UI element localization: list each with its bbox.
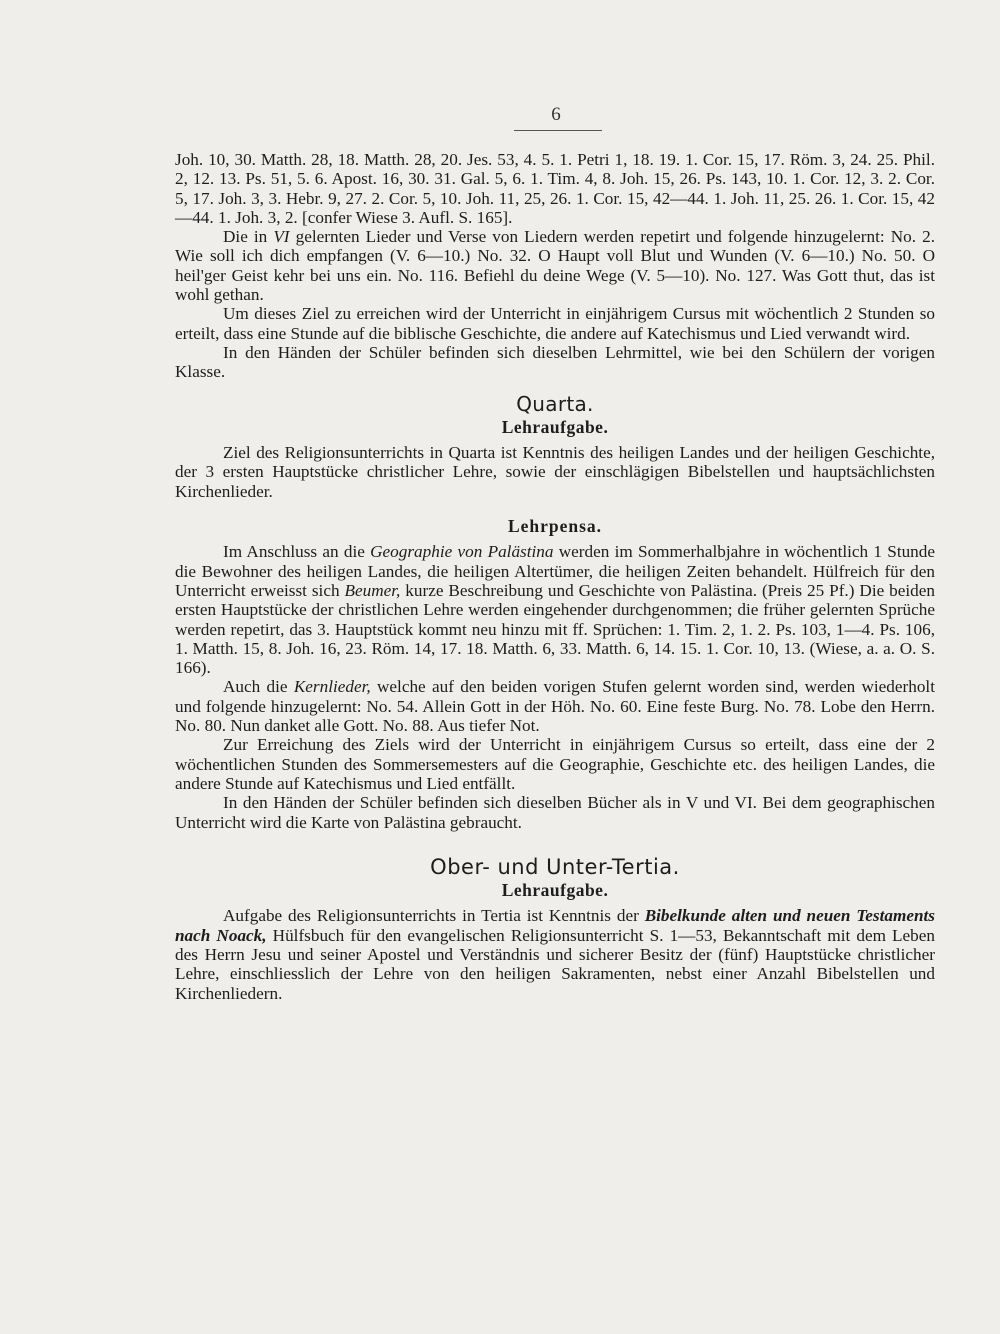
quarta-pensa-paragraph-4: In den Händen der Schüler befinden sich dieselben Bücher als in V und VI. Bei dem geographischen Unterricht wird die Karte von Palästina gebraucht. <box>175 793 935 832</box>
header-rule <box>514 130 602 131</box>
page-number: 6 <box>551 104 561 125</box>
paragraph-ziel: Um dieses Ziel zu erreichen wird der Unterricht in einjährigem Cursus mit wöchentlich 2 Stunden so erteilt, dass eine Stunde auf die biblische Geschichte, die andere auf Katechismus und Lied verwandt wird. <box>175 304 935 343</box>
quarta-pensa-paragraph-3: Zur Erreichung des Ziels wird der Unterricht in einjährigem Cursus so erteilt, dass eine der 2 wöchentlichen Stunden des Sommersemesters auf die Geographie, Geschichte etc. des heiligen Landes, die andere Stunde auf Katechismus und Lied entfällt. <box>175 735 935 793</box>
quarta-pensa-paragraph-2: Auch die Kernlieder, welche auf den beiden vorigen Stufen gelernt worden sind, werden wiederholt und folgende hinzugelernt: No. 54. Allein Gott in der Höh. No. 60. Eine feste Burg. No. 78. Lobe den Herrn. No. 80. Nun danket alle Gott. No. 88. Aus tiefer Not. <box>175 677 935 736</box>
section-title-quarta: Quarta. <box>516 391 594 416</box>
quarta-lehrpensa-heading: Lehrpensa. <box>507 516 603 537</box>
section-title-tertia: Ober- und Unter-Tertia. <box>430 854 680 879</box>
bible-references: Joh. 10, 30. Matth. 28, 18. Matth. 28, 20. Jes. 53, 4. 5. 1. Petri 1, 18. 19. 1. Cor. 15, 17. Röm. 3, 24. 25. Phil. 2, 12. 13. Ps. 51, 5. 6. Apost. 16, 30. 31. Gal. 5, 6. 1. Tim. 4, 8. Joh. 15, 26. Ps. 143, 10. 1. Cor. 12, 3. 2. Cor. 5, 17. Joh. 3, 3. Hebr. 9, 27. 2. Cor. 5, 10. Joh. 11, 25, 26. 1. Cor. 15, 42—44. 1. Joh. 11, 25. 26. 1. Cor. 15, 42—44. 1. Joh. 3, 2. [confer Wiese 3. Aufl. S. 165]. <box>175 150 935 227</box>
tertia-lehraufgabe-heading: Lehraufgabe. <box>501 880 609 901</box>
quarta-lehraufgabe-heading: Lehraufgabe. <box>501 416 609 437</box>
quarta-pensa-paragraph-1: Im Anschluss an die Geographie von Palästina werden im Sommerhalbjahre in wöchentlich 1 Stunde die Bewohner des heiligen Landes, die heiligen Altertümer, die heiligen Zeiten behandelt. Hülfreich für den Unterricht erweisst sich Beumer, kurze Beschreibung und Geschichte von Palästina. (Preis 25 Pf.) Die beiden ersten Hauptstücke der christlichen Lehre werden eingehender durchgenommen; die früher gelernten Sprüche werden repetirt, das 3. Hauptstück kommt neu hinzu mit ff. Sprüchen: 1. Tim. 2, 1. 2. Ps. 103, 1—4. Ps. 106, 1. Matth. 15, 8. Joh. 16, 23. Röm. 14, 17. 18. Matth. 6, 33. Matth. 6, 14. 15. 1. Cor. 10, 13. (Wiese, a. a. O. S. 166). <box>175 542 936 678</box>
paragraph-lieder: Die in VI gelernten Lieder und Verse von Liedern werden repetirt und folgende hinzugelernt: No. 2. Wie soll ich dich empfangen (V. 6—10.) No. 32. O Haupt voll Blut und Wunden (V. 6—10.) No. 50. O heil'ger Geist kehr bei uns ein. No. 116. Befiehl du deine Wege (V. 5—10). No. 127. Was Gott thut, das ist wohl gethan. <box>175 227 935 305</box>
paragraph-lehrmittel: In den Händen der Schüler befinden sich dieselben Lehrmittel, wie bei den Schülern der vorigen Klasse. <box>175 342 935 382</box>
quarta-lehraufgabe-text: Ziel des Religionsunterrichts in Quarta ist Kenntnis des heiligen Landes und der heiligen Geschichte, der 3 ersten Hauptstücke christlicher Lehre, sowie der einschlägigen Bibelstellen und hauptsächlichsten Kirchenlieder. <box>175 443 935 501</box>
tertia-lehraufgabe-text: Aufgabe des Religionsunterrichts in Tertia ist Kenntnis der Bibelkunde alten und neuen Testaments nach Noack, Hülfsbuch für den evangelischen Religionsunterricht S. 1—53, Bekanntschaft mit dem Leben des Herrn Jesu und seiner Apostel und Verständnis und sicherer Besitz der (fünf) Hauptstücke christlicher Lehre, einschliesslich der Lehre von den heiligen Sakramenten, nebst einer Anzahl Bibelstellen und Kirchenliedern. <box>175 906 935 1003</box>
body-text <box>175 150 935 1003</box>
